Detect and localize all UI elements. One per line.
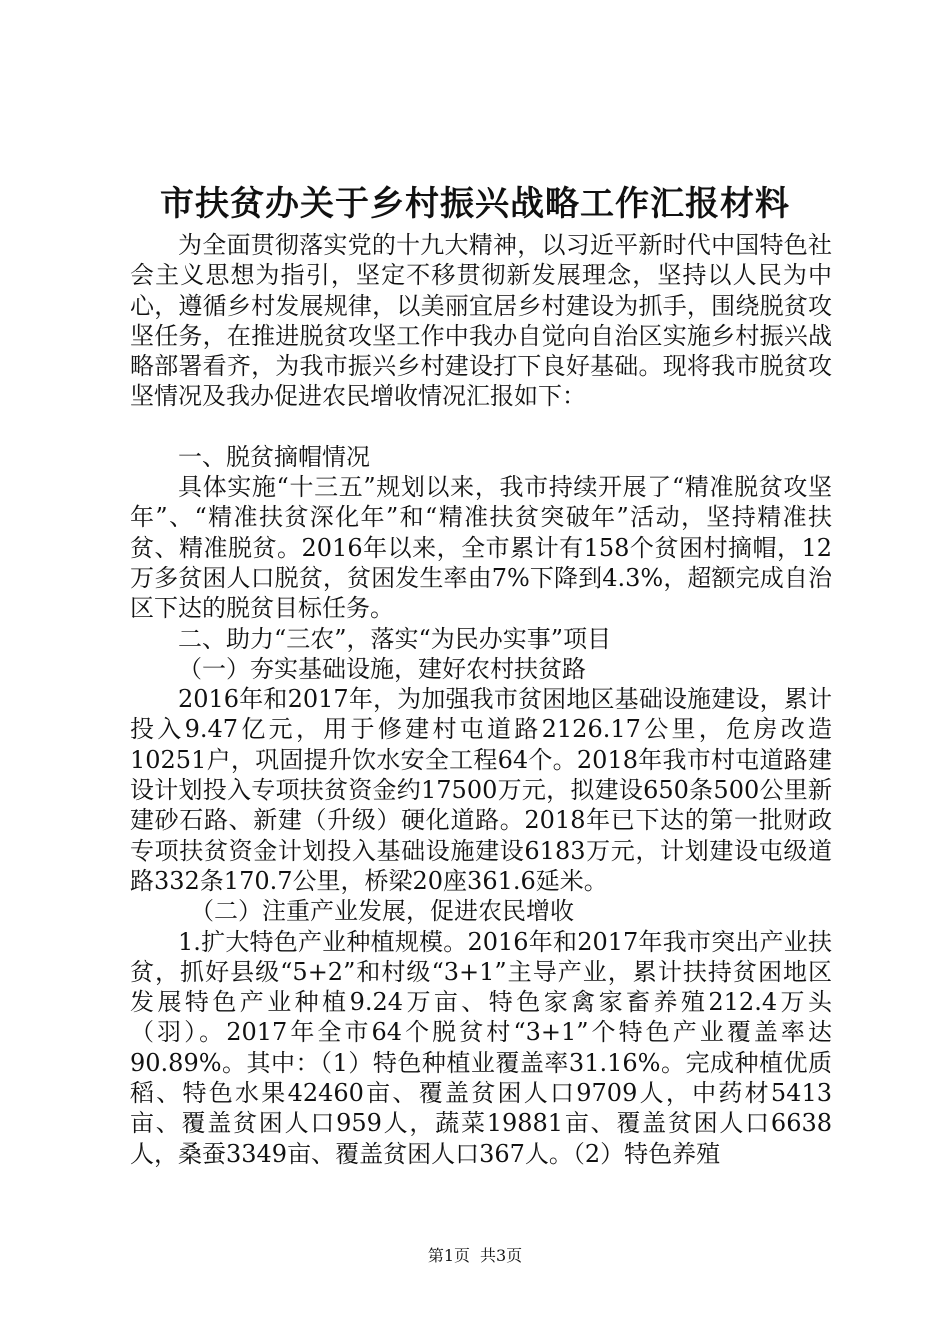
body-paragraph: 1.扩大特色产业种植规模。2016年和2017年我市突出产业扶贫，抓好县级“5+2”和村级“3+1”主导产业，累计扶持贫困地区发展特色产业种植9.24万亩、特色家禽家畜养殖212.4万头（羽）。2017年全市64个脱贫村“3+1”个特色产业覆盖率达90.89%。其中：（1）特色种植业覆盖率31.16%。完成种植优质稻、特色水果42460亩、覆盖贫困人口9709人，中药材5413亩、覆盖贫困人口959人，蔬菜19881亩、覆盖贫困人口6638人，桑蚕3349亩、覆盖贫困人口367人。（2）特色养殖 bbox=[130, 927, 832, 1168]
body-paragraph: 2016年和2017年，为加强我市贫困地区基础设施建设，累计投入9.47亿元，用于修建村屯道路2126.17公里，危房改造10251户，巩固提升饮水安全工程64个。2018年我市村屯道路建设计划投入专项扶贫资金约17500万元，拟建设650条500公里新建砂石路、新建（升级）硬化道路。2018年已下达的第一批财政专项扶贫资金计划投入基础设施建设6183万元，计划建设屯级道路332条170.7公里，桥梁20座361.6延米。 bbox=[130, 685, 832, 895]
document-body bbox=[130, 230, 832, 1169]
page-footer bbox=[0, 1244, 950, 1268]
section-heading: 二、助力“三农”，落实“为民办实事”项目 bbox=[178, 624, 612, 653]
subsection-heading: （二）注重产业发展，促进农民增收 bbox=[190, 897, 574, 926]
document-title: 市扶贫办关于乡村振兴战略工作汇报材料 bbox=[160, 184, 790, 224]
subsection-heading: （一）夯实基础设施，建好农村扶贫路 bbox=[178, 654, 586, 683]
page-number: 第1页 bbox=[427, 1246, 470, 1265]
page-total: 共3页 bbox=[480, 1246, 523, 1265]
section-heading: 一、脱贫摘帽情况 bbox=[178, 442, 370, 471]
intro-paragraph: 为全面贯彻落实党的十九大精神，以习近平新时代中国特色社会主义思想为指引，坚定不移贯彻新发展理念，坚持以人民为中心，遵循乡村发展规律，以美丽宜居乡村建设为抓手，围绕脱贫攻坚任务，在推进脱贫攻坚工作中我办自觉向自治区实施乡村振兴战略部署看齐，为我市振兴乡村建设打下良好基础。现将我市脱贫攻坚情况及我办促进农民增收情况汇报如下： bbox=[130, 231, 832, 411]
body-paragraph: 具体实施“十三五”规划以来，我市持续开展了“精准脱贫攻坚年”、“精准扶贫深化年”和“精准扶贫突破年”活动，坚持精准扶贫、精准脱贫。2016年以来，全市累计有158个贫困村摘帽，12万多贫困人口脱贫，贫困发生率由7%下降到4.3%，超额完成自治区下达的脱贫目标任务。 bbox=[130, 473, 832, 623]
